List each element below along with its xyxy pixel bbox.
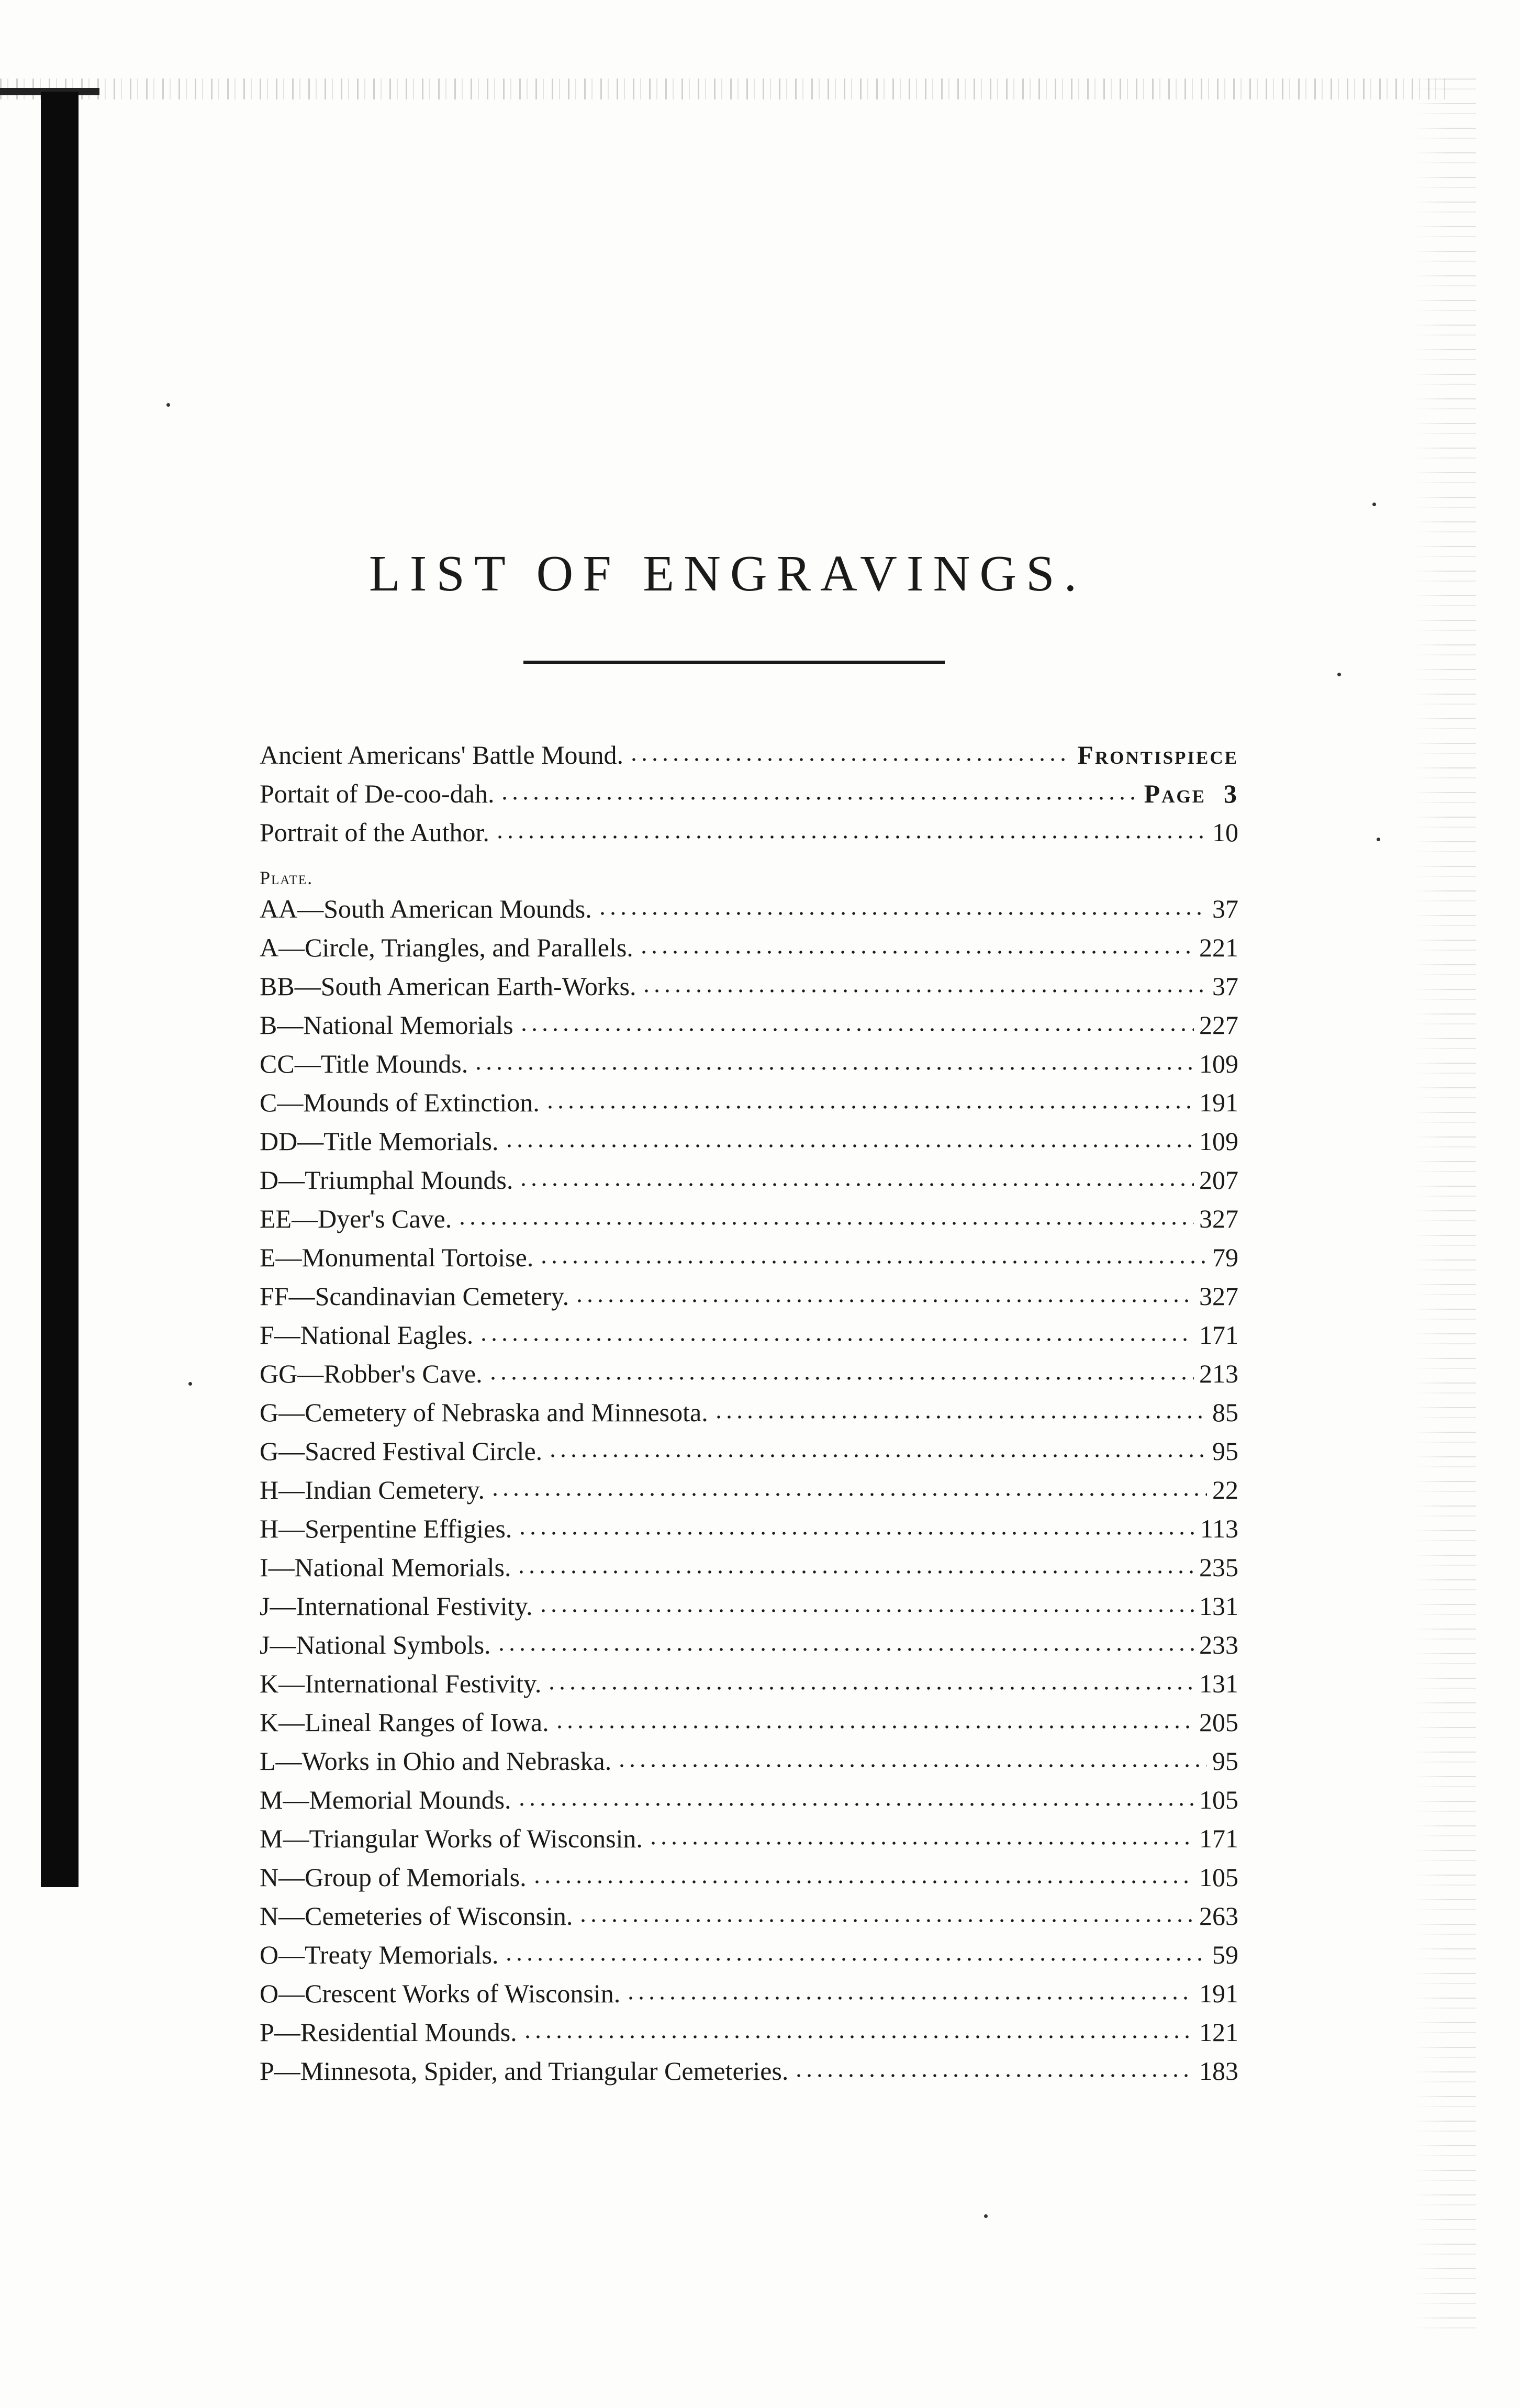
list-item bbox=[260, 735, 1238, 774]
list-item bbox=[260, 1780, 1238, 1819]
list-item bbox=[260, 1974, 1238, 2013]
speck bbox=[166, 403, 170, 407]
entry-page: 79 bbox=[1212, 1243, 1238, 1272]
entry-page: 95 bbox=[1212, 1746, 1238, 1776]
entry-label: O—Crescent Works of Wisconsin. bbox=[260, 1979, 621, 2008]
entry-page: 3 bbox=[1224, 779, 1238, 808]
dot-leader bbox=[545, 1085, 1194, 1111]
entry-page: 131 bbox=[1199, 1591, 1238, 1621]
entry-label: B—National Memorials bbox=[260, 1010, 513, 1040]
entry-label: K—International Festivity. bbox=[260, 1669, 542, 1698]
dot-leader bbox=[496, 1627, 1194, 1654]
page-edge-right bbox=[1413, 79, 1476, 2329]
list-item bbox=[260, 1277, 1238, 1316]
dot-leader bbox=[517, 1782, 1194, 1809]
entry-page: 105 bbox=[1199, 1785, 1238, 1814]
list-item bbox=[260, 967, 1238, 1006]
list-item bbox=[260, 1587, 1238, 1625]
dot-leader bbox=[793, 2054, 1194, 2080]
entry-page: 22 bbox=[1212, 1475, 1238, 1504]
entry-label: G—Cemetery of Nebraska and Minnesota. bbox=[260, 1398, 708, 1427]
list-item bbox=[260, 1548, 1238, 1587]
entry-label: J—National Symbols. bbox=[260, 1630, 491, 1659]
entry-label: F—National Eagles. bbox=[260, 1320, 474, 1350]
entry-page: 233 bbox=[1199, 1630, 1238, 1659]
entry-label: C—Mounds of Extinction. bbox=[260, 1088, 540, 1117]
entry-page: 227 bbox=[1199, 1010, 1238, 1040]
entry-page: 109 bbox=[1199, 1049, 1238, 1078]
entry-label: M—Memorial Mounds. bbox=[260, 1785, 511, 1814]
entry-label: CC—Title Mounds. bbox=[260, 1049, 468, 1078]
entry-label: AA—South American Mounds. bbox=[260, 894, 592, 923]
entry-label: P—Minnesota, Spider, and Triangular Cemeteries. bbox=[260, 2056, 789, 2086]
entry-page: 59 bbox=[1212, 1940, 1238, 1969]
list-item bbox=[260, 1083, 1238, 1122]
entry-label: BB—South American Earth-Works. bbox=[260, 972, 636, 1001]
dot-leader bbox=[539, 1240, 1207, 1266]
dot-leader bbox=[519, 1008, 1194, 1034]
dot-leader bbox=[488, 1356, 1194, 1383]
dot-leader bbox=[648, 1821, 1194, 1847]
speck bbox=[1377, 838, 1380, 841]
dot-leader bbox=[546, 1666, 1194, 1692]
entry-page: 37 bbox=[1212, 894, 1238, 923]
entry-page: 121 bbox=[1199, 2017, 1238, 2047]
list-item bbox=[260, 1509, 1238, 1548]
dot-leader bbox=[713, 1395, 1207, 1421]
entry-page: 113 bbox=[1200, 1514, 1238, 1543]
list-item bbox=[260, 1664, 1238, 1703]
entry-page: 205 bbox=[1199, 1708, 1238, 1737]
plate-heading: Plate. bbox=[260, 867, 314, 888]
entry-label: L—Works in Ohio and Nebraska. bbox=[260, 1746, 612, 1776]
dot-leader bbox=[532, 1860, 1194, 1886]
dot-leader bbox=[495, 815, 1207, 841]
list-item bbox=[260, 2013, 1238, 2052]
dot-leader bbox=[574, 1279, 1194, 1305]
list-item bbox=[260, 1238, 1238, 1277]
entry-page: 37 bbox=[1212, 972, 1238, 1001]
list-item bbox=[260, 1819, 1238, 1858]
entry-page: 183 bbox=[1199, 2056, 1238, 2086]
entry-label: E—Monumental Tortoise. bbox=[260, 1243, 534, 1272]
dot-leader bbox=[504, 1124, 1194, 1150]
entry-page: 263 bbox=[1199, 1901, 1238, 1931]
entry-label: Ancient Americans' Battle Mound. bbox=[260, 740, 623, 770]
entry-page: 327 bbox=[1199, 1204, 1238, 1233]
list-item bbox=[260, 1625, 1238, 1664]
list-item bbox=[260, 889, 1238, 928]
dot-leader bbox=[473, 1046, 1194, 1073]
entry-page: 105 bbox=[1199, 1863, 1238, 1892]
dot-leader bbox=[641, 969, 1207, 995]
list-item bbox=[260, 1044, 1238, 1083]
entry-label: Portait of De-coo-dah. bbox=[260, 779, 495, 808]
dot-leader bbox=[522, 2015, 1194, 2041]
dot-leader bbox=[629, 738, 1072, 764]
title-rule bbox=[523, 661, 945, 664]
dot-leader bbox=[478, 1318, 1194, 1344]
entry-label: Portrait of the Author. bbox=[260, 818, 489, 847]
page-edge-top bbox=[0, 79, 1445, 99]
page-title: LIST OF ENGRAVINGS. bbox=[368, 545, 1087, 602]
entry-label: G—Sacred Festival Circle. bbox=[260, 1436, 543, 1466]
dot-leader bbox=[457, 1201, 1194, 1228]
dot-leader bbox=[597, 891, 1207, 918]
entry-label: H—Serpentine Effigies. bbox=[260, 1514, 512, 1543]
entry-label: N—Cemeteries of Wisconsin. bbox=[260, 1901, 573, 1931]
entry-page: 221 bbox=[1199, 933, 1238, 962]
speck bbox=[188, 1382, 192, 1386]
list-item bbox=[260, 1470, 1238, 1509]
dot-leader bbox=[499, 776, 1138, 802]
entry-page: 191 bbox=[1199, 1979, 1238, 2008]
entry-label: GG—Robber's Cave. bbox=[260, 1359, 483, 1388]
entry-label: N—Group of Memorials. bbox=[260, 1863, 527, 1892]
dot-leader bbox=[517, 1511, 1195, 1537]
entry-page: 171 bbox=[1199, 1824, 1238, 1853]
entry-label: DD—Title Memorials. bbox=[260, 1127, 499, 1156]
entry-label: EE—Dyer's Cave. bbox=[260, 1204, 452, 1233]
dot-leader bbox=[504, 1937, 1207, 1964]
entry-page: 191 bbox=[1199, 1088, 1238, 1117]
list-item bbox=[260, 1161, 1238, 1199]
list-item bbox=[260, 2052, 1238, 2090]
dot-leader bbox=[617, 1744, 1207, 1770]
list-item bbox=[260, 1199, 1238, 1238]
entry-page: 131 bbox=[1199, 1669, 1238, 1698]
list-item bbox=[260, 1703, 1238, 1742]
list-item bbox=[260, 1935, 1238, 1974]
plates-list bbox=[260, 889, 1238, 2090]
entry-label: A—Circle, Triangles, and Parallels. bbox=[260, 933, 633, 962]
entry-label: P—Residential Mounds. bbox=[260, 2017, 517, 2047]
dot-leader bbox=[625, 1976, 1194, 2002]
entry-label: M—Triangular Works of Wisconsin. bbox=[260, 1824, 643, 1853]
engravings-list bbox=[260, 735, 1238, 2090]
entry-page: 171 bbox=[1199, 1320, 1238, 1350]
entry-label: K—Lineal Ranges of Iowa. bbox=[260, 1708, 549, 1737]
dot-leader bbox=[547, 1434, 1207, 1460]
dot-leader bbox=[578, 1899, 1194, 1925]
entry-label: FF—Scandinavian Cemetery. bbox=[260, 1281, 569, 1311]
list-item bbox=[260, 1432, 1238, 1470]
entry-label: O—Treaty Memorials. bbox=[260, 1940, 499, 1969]
list-item bbox=[260, 1858, 1238, 1897]
entry-page: 10 bbox=[1212, 818, 1238, 847]
list-item bbox=[260, 1393, 1238, 1432]
list-item bbox=[260, 1316, 1238, 1354]
entry-label: J—International Festivity. bbox=[260, 1591, 533, 1621]
list-item bbox=[260, 1897, 1238, 1935]
list-item bbox=[260, 813, 1238, 852]
list-item bbox=[260, 928, 1238, 967]
entry-label: H—Indian Cemetery. bbox=[260, 1475, 485, 1504]
page-prefix: Page bbox=[1144, 779, 1206, 808]
entry-label: I—National Memorials. bbox=[260, 1553, 511, 1582]
entry-page: Frontispiece bbox=[1077, 740, 1238, 770]
entry-page: 235 bbox=[1199, 1553, 1238, 1582]
entry-page: 207 bbox=[1199, 1165, 1238, 1195]
list-item bbox=[260, 1354, 1238, 1393]
entry-page: 85 bbox=[1212, 1398, 1238, 1427]
speck bbox=[1372, 503, 1376, 506]
dot-leader bbox=[538, 1589, 1194, 1615]
list-item bbox=[260, 1122, 1238, 1161]
dot-leader bbox=[516, 1550, 1194, 1576]
dot-leader bbox=[490, 1473, 1207, 1499]
speck bbox=[1337, 673, 1341, 676]
list-item bbox=[260, 1742, 1238, 1780]
dot-leader bbox=[639, 930, 1194, 956]
binding-shadow bbox=[41, 92, 79, 1887]
entry-page: 327 bbox=[1199, 1281, 1238, 1311]
dot-leader bbox=[518, 1163, 1194, 1189]
list-item bbox=[260, 774, 1238, 813]
speck bbox=[984, 2214, 988, 2218]
entry-page: 213 bbox=[1199, 1359, 1238, 1388]
entry-page: 95 bbox=[1212, 1436, 1238, 1466]
entry-label: D—Triumphal Mounds. bbox=[260, 1165, 513, 1195]
entry-page-group bbox=[1144, 774, 1238, 813]
entry-page: 109 bbox=[1199, 1127, 1238, 1156]
list-item bbox=[260, 1006, 1238, 1044]
dot-leader bbox=[554, 1705, 1194, 1731]
